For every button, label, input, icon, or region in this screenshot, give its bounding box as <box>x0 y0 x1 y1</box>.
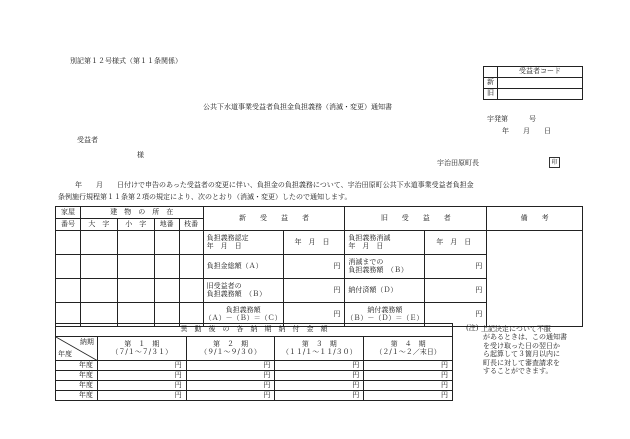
header-koaza: 小 字 <box>117 219 154 231</box>
code-box-header: 受益者コード <box>498 67 583 78</box>
period-header <box>186 337 275 361</box>
year-cell[interactable]: 年度 <box>56 381 98 391</box>
note-line: を受け取った日の翌日か <box>483 341 560 350</box>
header-edaban: 枝番 <box>179 219 203 231</box>
code-box <box>483 66 583 100</box>
installments-header: 異 動 後 の 各 納 期 納 付 金 額 <box>56 324 453 337</box>
period-range: （１１/１～１１/３０） <box>281 347 357 356</box>
amount-cell[interactable]: 円 <box>186 381 275 391</box>
header-oaza: 大 字 <box>80 219 117 231</box>
cell[interactable] <box>179 279 203 303</box>
old-row-value[interactable]: 円 <box>425 255 487 279</box>
amount-cell[interactable]: 円 <box>275 381 364 391</box>
note-line: ら起算して３箇月以内に <box>483 350 560 359</box>
amount-cell[interactable]: 円 <box>97 391 186 401</box>
code-box-old-label: 旧 <box>484 89 498 100</box>
cell[interactable] <box>117 279 154 303</box>
body-line-2: 条例施行規程第１１条第２項の規定により、次のとおり（消滅・変更）したので通知します。 <box>58 193 352 201</box>
amount-cell[interactable]: 円 <box>275 391 364 401</box>
new-row-value[interactable]: 年 月 日 <box>283 231 345 255</box>
amount-cell[interactable]: 円 <box>97 361 186 371</box>
corner-period-label: 納期 <box>79 338 94 346</box>
cell[interactable] <box>179 255 203 279</box>
old-row-value[interactable]: 円 <box>425 279 487 303</box>
note-line: 町長に対して審査請求を <box>483 358 560 367</box>
period-header <box>364 337 453 361</box>
old-row-label: 負担義務消滅 年 月 日 <box>345 231 425 255</box>
amount-cell[interactable]: 円 <box>186 371 275 381</box>
recipient-honorific: 様 <box>137 151 144 159</box>
new-row-label: 負担金総額（Ａ） <box>203 255 283 279</box>
mayor-seal <box>549 157 560 168</box>
header-family-no: 家屋 <box>56 207 81 219</box>
code-box-corner <box>484 67 498 78</box>
header-location: 建 物 の 所 在 <box>80 207 203 219</box>
cell[interactable] <box>117 255 154 279</box>
period-header <box>97 337 186 361</box>
amount-cell[interactable]: 円 <box>186 391 275 401</box>
header-family-no-2: 番号 <box>56 219 81 231</box>
code-box-old-value[interactable] <box>498 89 583 100</box>
cell[interactable] <box>154 279 179 303</box>
old-row-value[interactable]: 年 月 日 <box>425 231 487 255</box>
old-row-label: 消滅までの 負担義務額 （Ｂ） <box>345 255 425 279</box>
code-box-new-label: 新 <box>484 78 498 89</box>
amount-cell[interactable]: 円 <box>364 361 453 371</box>
new-row-label: 旧受益者の 負担義務額 （Ｂ） <box>203 279 283 303</box>
old-row-label: 納付義務額 （Ｂ）－（Ｄ）＝（Ｅ） <box>345 303 425 327</box>
header-new-beneficiary: 新 受 益 者 <box>203 207 345 231</box>
document-number: 宇発第 号 <box>487 115 536 123</box>
header-remarks: 備 考 <box>487 207 583 231</box>
period-range: （７/１～７/３１） <box>111 347 173 356</box>
new-row-label: 負担義務認定 年 月 日 <box>203 231 283 255</box>
cell[interactable] <box>56 231 81 255</box>
form-number: 別記第１２号様式（第１１条関係） <box>70 57 182 65</box>
document-title: 公共下水道事業受益者負担金負担義務（消滅・変更）通知書 <box>203 103 392 111</box>
cell[interactable] <box>117 231 154 255</box>
note-line: することができます。 <box>483 366 553 375</box>
new-row-value[interactable]: 円 <box>283 279 345 303</box>
year-cell[interactable]: 年度 <box>56 371 98 381</box>
note-line: 上記決定について不服 <box>481 325 551 333</box>
cell[interactable] <box>154 231 179 255</box>
cell[interactable] <box>179 231 203 255</box>
year-cell[interactable]: 年度 <box>56 391 98 401</box>
cell[interactable] <box>56 279 81 303</box>
period-range: （９/１～９/３０） <box>200 347 261 356</box>
period-name: 第 ３ 期 <box>301 340 337 349</box>
amount-cell[interactable]: 円 <box>97 381 186 391</box>
amount-cell[interactable]: 円 <box>364 391 453 401</box>
code-box-new-value[interactable] <box>498 78 583 89</box>
new-row-label: 負担義務額 （Ａ）－（Ｂ）＝（Ｃ） <box>203 303 283 327</box>
period-name: 第 ２ 期 <box>213 340 249 349</box>
installments-table <box>55 323 453 401</box>
amount-cell[interactable]: 円 <box>364 381 453 391</box>
amount-cell[interactable]: 円 <box>97 371 186 381</box>
note-label: (注) <box>466 324 479 332</box>
period-header <box>275 337 364 361</box>
year-cell[interactable]: 年度 <box>56 361 98 371</box>
note-text <box>481 325 567 375</box>
installments-corner <box>56 337 98 361</box>
cell[interactable] <box>80 231 117 255</box>
document-date: 年 月 日 <box>502 127 551 135</box>
mayor-title: 宇治田原町長 <box>437 159 479 167</box>
corner-year-label: 年度 <box>58 349 72 358</box>
amount-cell[interactable]: 円 <box>186 361 275 371</box>
period-range: （２/１～２／末日） <box>375 347 441 356</box>
old-row-label: 納付済額（Ｄ） <box>345 279 425 303</box>
cell[interactable] <box>154 255 179 279</box>
period-name: 第 １ 期 <box>124 340 160 349</box>
header-old-beneficiary: 旧 受 益 者 <box>345 207 487 231</box>
amount-cell[interactable]: 円 <box>275 361 364 371</box>
cell[interactable] <box>80 255 117 279</box>
old-row-value[interactable]: 円 <box>425 303 487 327</box>
new-row-value[interactable]: 円 <box>283 255 345 279</box>
note-line: があるときは、この通知書 <box>483 333 567 342</box>
body-line-1: 年 月 日付けで申告のあった受益者の変更に伴い、負担金の負担義務について、宇治田原町公共下水道事業受益者負担金 <box>75 181 474 189</box>
cell[interactable] <box>80 279 117 303</box>
header-chiban: 地番 <box>154 219 179 231</box>
seal-icon: 印 <box>549 157 560 168</box>
new-row-value[interactable]: 円 <box>283 303 345 327</box>
amount-cell[interactable]: 円 <box>364 371 453 381</box>
amount-cell[interactable]: 円 <box>275 371 364 381</box>
recipient-label: 受益者 <box>77 136 98 144</box>
period-name: 第 ４ 期 <box>390 340 426 349</box>
remarks-cell[interactable] <box>487 231 583 327</box>
cell[interactable] <box>56 255 81 279</box>
main-table <box>55 206 583 327</box>
